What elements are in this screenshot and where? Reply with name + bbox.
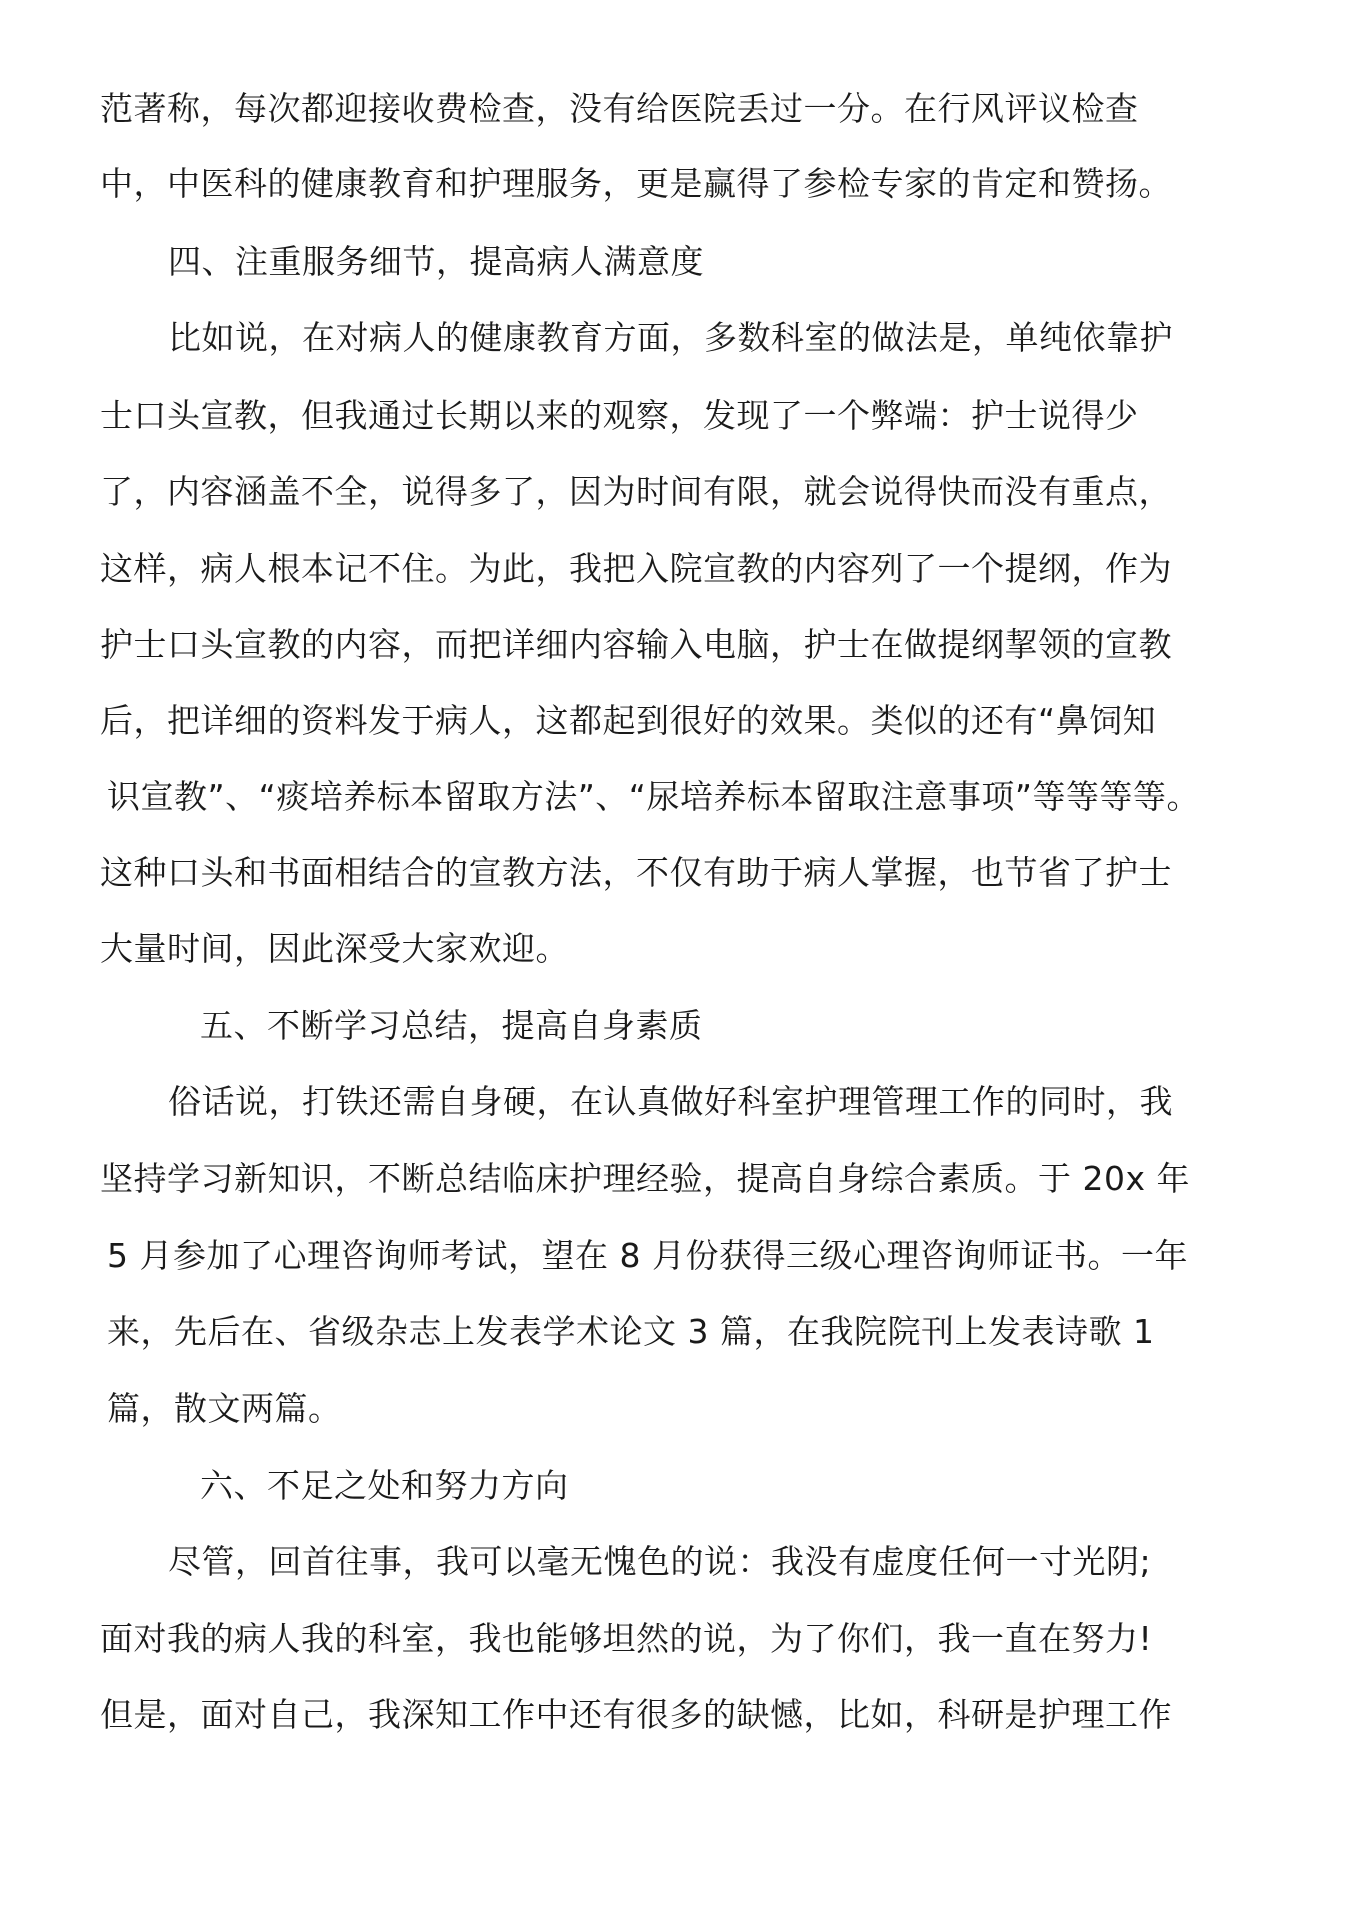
body-line: 但是，面对自己，我深知工作中还有很多的缺憾，比如，科研是护理工作 [100, 1695, 1172, 1734]
body-line: 比如说，在对病人的健康教育方面，多数科室的做法是，单纯依靠护 [168, 318, 1173, 357]
body-line: 这种口头和书面相结合的宣教方法，不仅有助于病人掌握，也节省了护士 [100, 853, 1172, 892]
body-line: 大量时间，因此深受大家欢迎。 [100, 929, 569, 968]
body-line: 识宣教”、“痰培养标本留取方法”、“尿培养标本留取注意事项”等等等等。 [107, 777, 1200, 816]
body-line: 尽管，回首往事，我可以毫无愧色的说：我没有虚度任何一寸光阴; [168, 1542, 1152, 1581]
section-heading: 五、不断学习总结，提高自身素质 [200, 1006, 703, 1045]
body-line: 这样，病人根本记不住。为此，我把入院宣教的内容列了一个提纲，作为 [100, 549, 1172, 588]
body-line: 俗话说，打铁还需自身硬，在认真做好科室护理管理工作的同时，我 [168, 1082, 1173, 1121]
body-line: 面对我的病人我的科室，我也能够坦然的说，为了你们，我一直在努力! [100, 1619, 1153, 1658]
body-line: 来，先后在、省级杂志上发表学术论文 3 篇，在我院院刊上发表诗歌 1 [107, 1312, 1155, 1351]
body-line: 5 月参加了心理咨询师考试，望在 8 月份获得三级心理咨询师证书。一年 [107, 1236, 1188, 1275]
body-line: 了，内容涵盖不全，说得多了，因为时间有限，就会说得快而没有重点， [100, 472, 1172, 511]
body-line: 坚持学习新知识，不断总结临床护理经验，提高自身综合素质。于 20x 年 [100, 1159, 1190, 1198]
body-line: 中，中医科的健康教育和护理服务，更是赢得了参检专家的肯定和赞扬。 [100, 164, 1172, 203]
section-heading: 六、不足之处和努力方向 [200, 1466, 569, 1505]
body-line: 范著称，每次都迎接收费检查，没有给医院丢过一分。在行风评议检查 [100, 89, 1139, 128]
body-line: 护士口头宣教的内容，而把详细内容输入电脑，护士在做提纲挈领的宣教 [100, 625, 1172, 664]
body-line: 篇，散文两篇。 [107, 1389, 342, 1428]
body-line: 后，把详细的资料发于病人，这都起到很好的效果。类似的还有“鼻饲知 [100, 701, 1157, 740]
body-line: 士口头宣教，但我通过长期以来的观察，发现了一个弊端：护士说得少 [100, 396, 1139, 435]
section-heading: 四、注重服务细节，提高病人满意度 [168, 242, 704, 281]
